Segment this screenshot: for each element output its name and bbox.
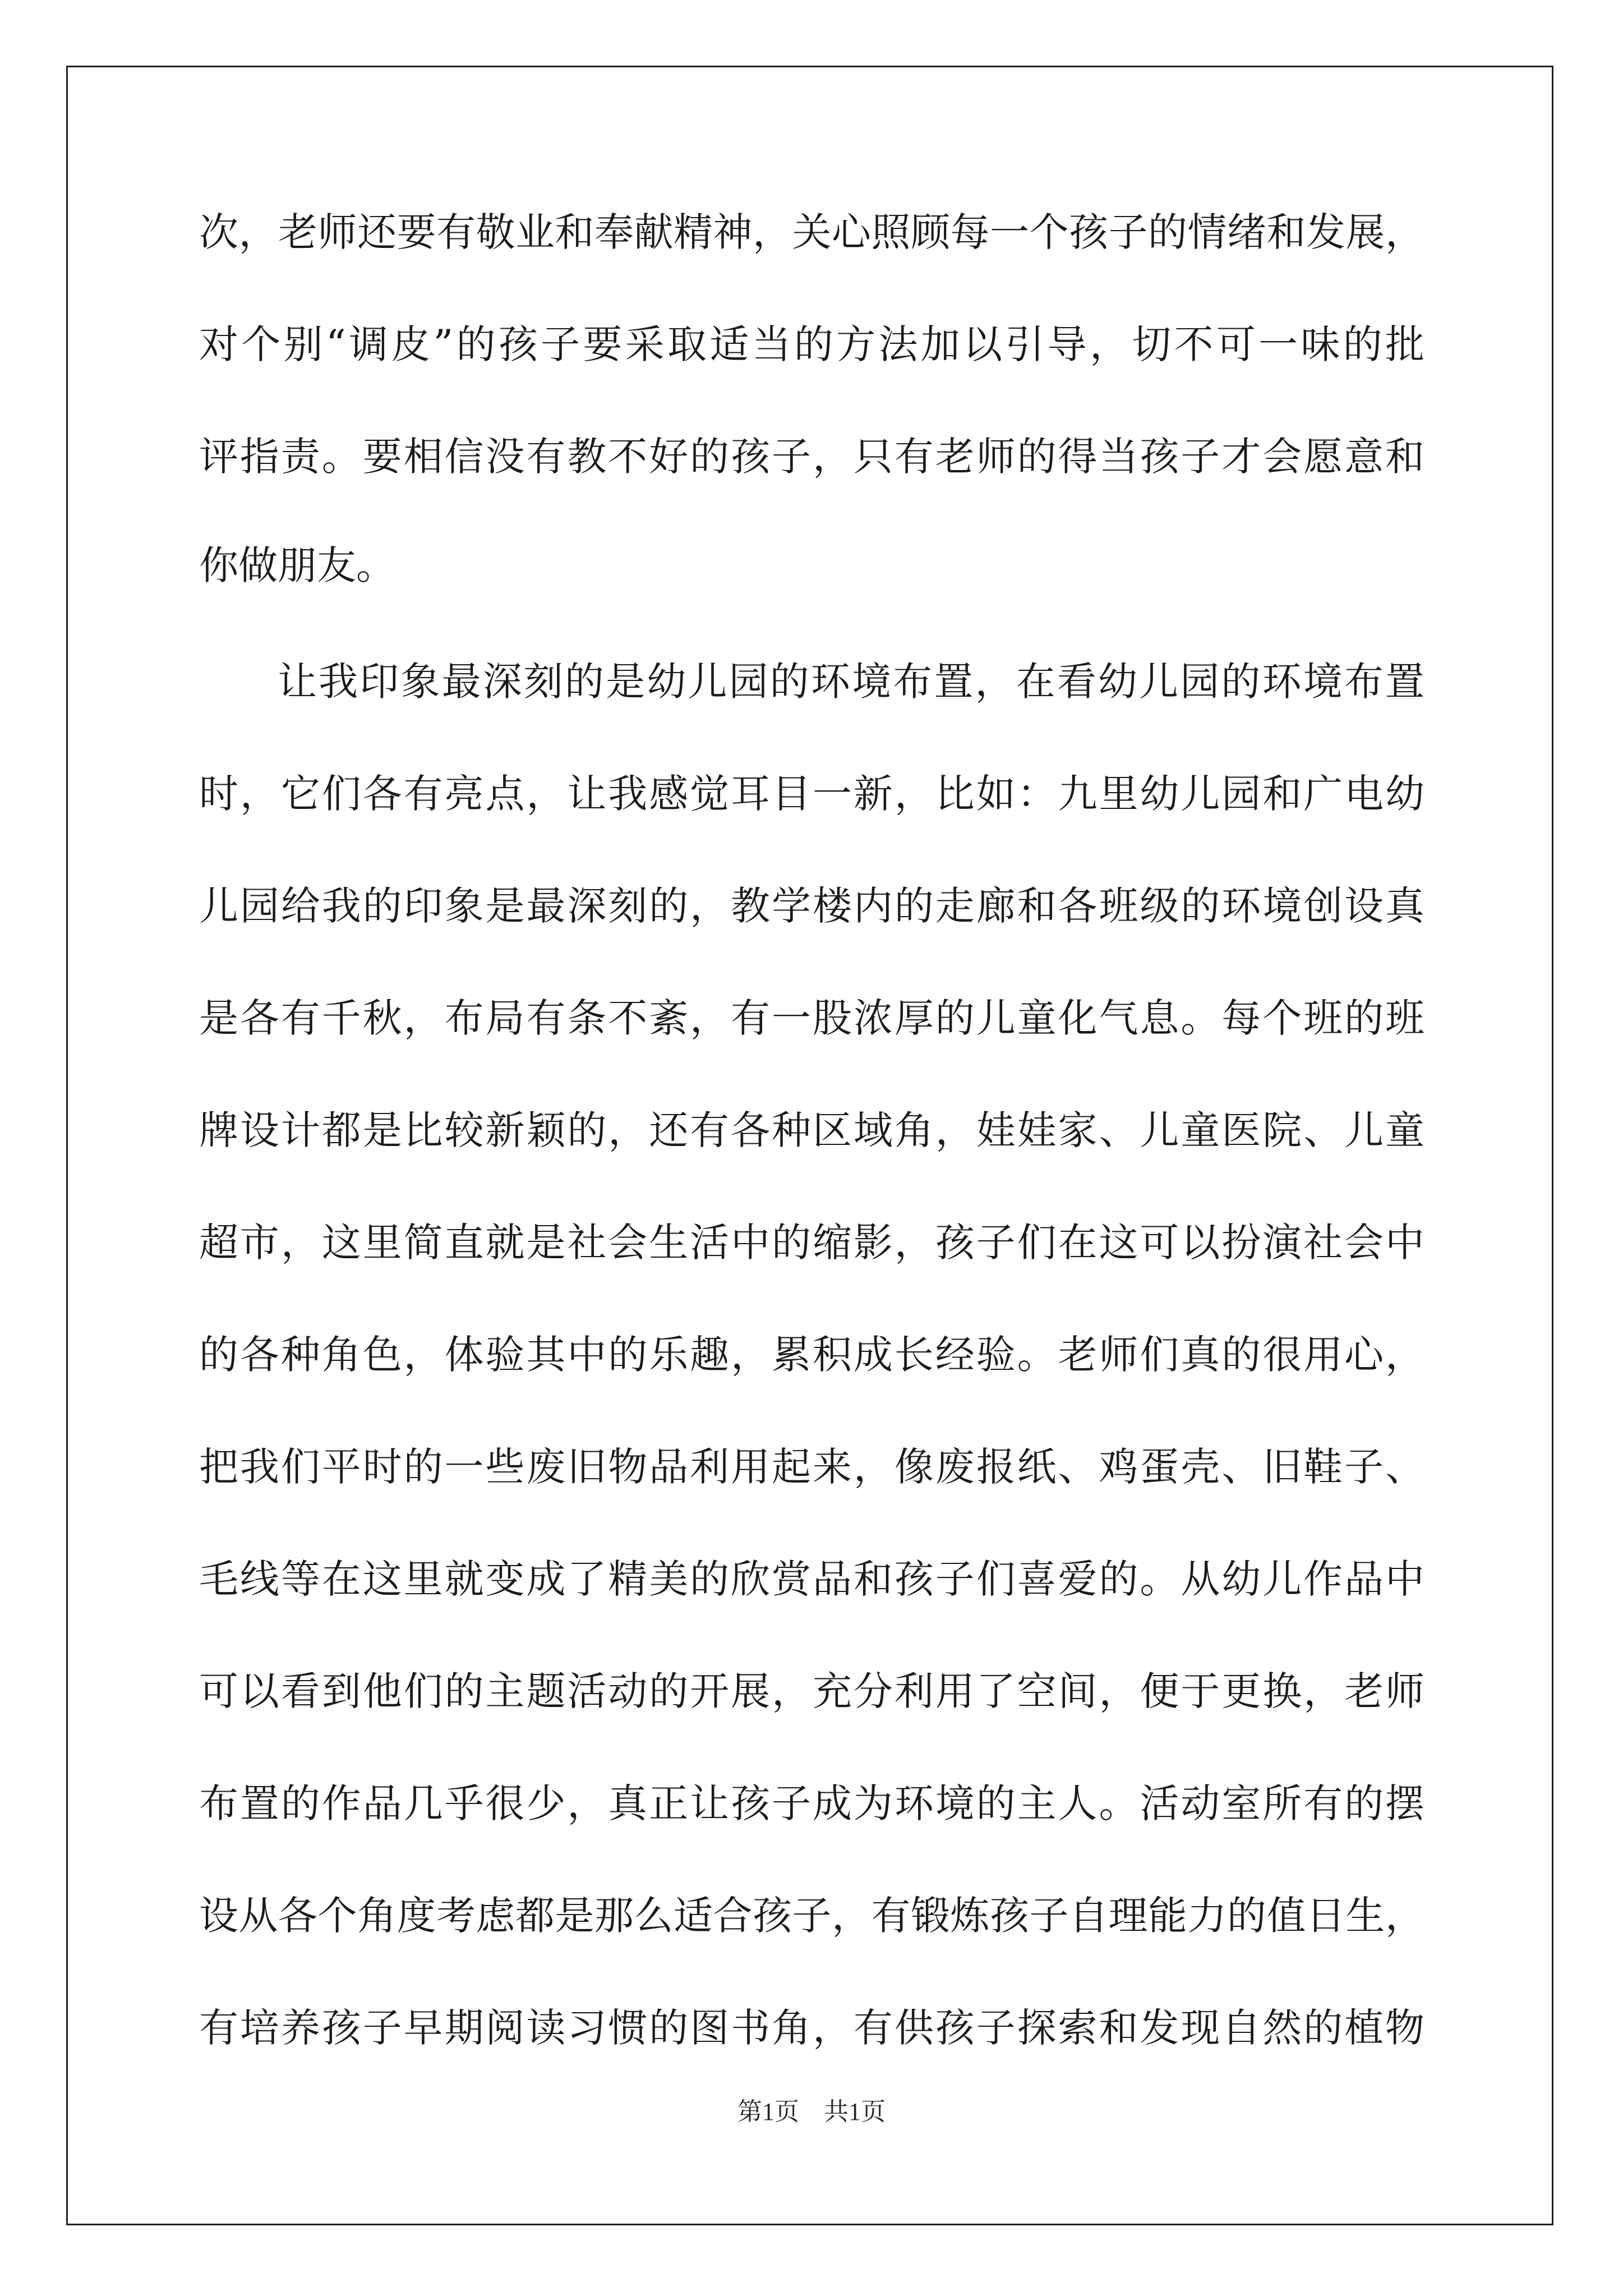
- paragraph-line: 把我们平时的一些废旧物品利用起来，像废报纸、鸡蛋壳、旧鞋子、: [199, 1444, 1424, 1490]
- paragraph-line: 时，它们各有亮点，让我感觉耳目一新，比如：九里幼儿园和广电幼: [199, 771, 1424, 817]
- paragraph-line: 的各种角色，体验其中的乐趣，累积成长经验。老师们真的很用心，: [199, 1332, 1424, 1378]
- page-total: 共1页: [824, 2098, 886, 2125]
- paragraph-line: 超市，这里简直就是社会生活中的缩影，孩子们在这可以扮演社会中: [199, 1220, 1424, 1266]
- paragraph-line: 毛线等在这里就变成了精美的欣赏品和孩子们喜爱的。从幼儿作品中: [199, 1556, 1424, 1602]
- paragraph-line: 评指责。要相信没有教不好的孩子，只有老师的得当孩子才会愿意和: [199, 434, 1424, 480]
- paragraph-line: 设从各个角度考虑都是那么适合孩子，有锻炼孩子自理能力的值日生，: [199, 1893, 1424, 1939]
- paragraph-line: 牌设计都是比较新颖的，还有各种区域角，娃娃家、儿童医院、儿童: [199, 1107, 1424, 1153]
- page-number: 第1页: [737, 2098, 799, 2125]
- page-footer: [0, 2095, 1623, 2129]
- paragraph-line: 布置的作品几乎很少，真正让孩子成为环境的主人。活动室所有的摆: [199, 1780, 1424, 1826]
- paragraph-line: 可以看到他们的主题活动的开展，充分利用了空间，便于更换，老师: [199, 1668, 1424, 1714]
- paragraph-line: 你做朋友。: [199, 542, 395, 588]
- paragraph-line: 对个别“调皮”的孩子要采取适当的方法加以引导，切不可一味的批: [199, 321, 1424, 367]
- paragraph-line: 有培养孩子早期阅读习惯的图书角，有供孩子探索和发现自然的植物: [199, 2005, 1424, 2051]
- paragraph-line: 次，老师还要有敬业和奉献精神，关心照顾每一个孩子的情绪和发展，: [199, 209, 1424, 255]
- paragraph-line: 儿园给我的印象是最深刻的，教学楼内的走廊和各班级的环境创设真: [199, 883, 1424, 929]
- paragraph-line: 让我印象最深刻的是幼儿园的环境布置，在看幼儿园的环境布置: [278, 659, 1424, 705]
- paragraph-line: 是各有千秋，布局有条不紊，有一股浓厚的儿童化气息。每个班的班: [199, 995, 1424, 1041]
